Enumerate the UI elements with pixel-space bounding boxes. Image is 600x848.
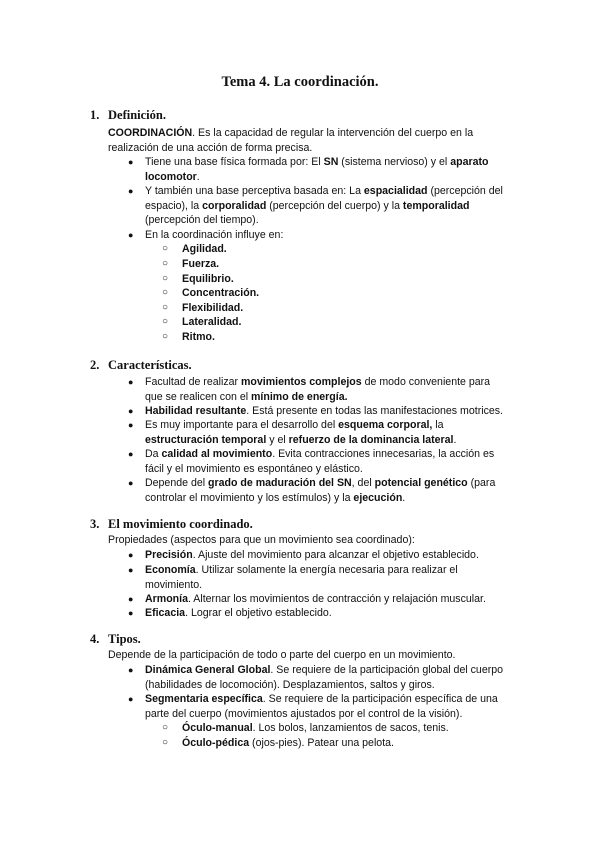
circle-bullet-icon: ○ [162,737,169,748]
list-item: ● Y también una base perceptiva basada en: La espacialidad (percepción del espacio), la corporalidad (percepción del cuerpo) y la temporalidad (percepción del tiempo). [128,185,503,226]
section-3-heading: 3. El movimiento coordinado. [90,517,253,531]
bullet-icon: ● [128,608,134,618]
list-item: ● Eficacia. Lograr el objetivo establecido. [128,607,332,619]
bullet-icon: ● [128,157,134,167]
list-item: ● Tiene una base física formada por: El SN (sistema nervioso) y el aparato locomotor. [128,156,489,183]
list-item: ● Habilidad resultante. Está presente en todas las manifestaciones motrices. [128,405,503,417]
list-item: ● Es muy importante para el desarrollo del esquema corporal, la estructuración temporal y el refuerzo de la dominancia lateral. [128,419,457,446]
circle-bullet-icon: ○ [162,722,169,733]
sub-list-item: ○ Óculo-manual. Los bolos, lanzamientos de sacos, tenis. [162,722,449,734]
list-item: ● Facultad de realizar movimientos complejos de modo conveniente para que se realicen con el mínimo de energía. [128,376,491,403]
list-item: ● En la coordinación influye en: [128,229,284,241]
circle-bullet-icon: ○ [162,287,169,298]
section-4-intro: Depende de la participación de todo o parte del cuerpo en un movimiento. [108,649,456,661]
section-4-heading: 4. Tipos. [90,632,141,646]
circle-bullet-icon: ○ [162,316,169,327]
bullet-icon: ● [128,694,134,704]
page-title: Tema 4. La coordinación. [221,74,379,90]
bullet-icon: ● [128,550,134,560]
definition-paragraph: COORDINACIÓN. Es la capacidad de regular la intervención del cuerpo en la realización de una acción de forma precisa. [108,127,474,154]
list-item: ● Precisión. Ajuste del movimiento para alcanzar el objetivo establecido. [128,549,479,561]
bullet-icon: ● [128,594,134,604]
circle-bullet-icon: ○ [162,243,169,254]
section-1-heading: 1. Definición. [90,108,166,122]
circle-bullet-icon: ○ [162,273,169,284]
sub-list-item: ○ Óculo-pédica (ojos-pies). Patear una pelota. [162,737,394,749]
sub-list-item: ○ Agilidad. [162,243,227,255]
list-item: ● Da calidad al movimiento. Evita contracciones innecesarias, la acción es fácil y el movimiento es espontáneo y elástico. [128,448,495,475]
list-item: ● Segmentaria específica. Se requiere de la participación específica de una parte del cuerpo (movimientos ajustados por el control de la visión). [128,693,498,720]
circle-bullet-icon: ○ [162,258,169,269]
sub-list-item: ○ Concentración. [162,287,260,299]
list-item: ● Dinámica General Global. Se requiere de la participación global del cuerpo (habilidades de locomoción). Desplazamientos, saltos y giros. [128,664,504,691]
bullet-icon: ● [128,665,134,675]
sub-list-item: ○ Flexibilidad. [162,302,244,314]
bullet-icon: ● [128,230,134,240]
sub-list-item: ○ Equilibrio. [162,273,234,285]
sub-list-item: ○ Ritmo. [162,331,215,343]
bullet-icon: ● [128,406,134,416]
bullet-icon: ● [128,377,134,387]
section-3-intro: Propiedades (aspectos para que un movimiento sea coordinado): [108,534,415,546]
sub-list-item: ○ Lateralidad. [162,316,242,328]
bullet-icon: ● [128,186,134,196]
circle-bullet-icon: ○ [162,331,169,342]
bullet-icon: ● [128,420,134,430]
list-item: ● Armonía. Alternar los movimientos de contracción y relajación muscular. [128,593,486,605]
circle-bullet-icon: ○ [162,302,169,313]
section-2-heading: 2. Características. [90,358,192,372]
bullet-icon: ● [128,449,134,459]
sub-list-item: ○ Fuerza. [162,258,220,270]
list-item: ● Economía. Utilizar solamente la energía necesaria para realizar el movimiento. [128,564,458,591]
list-item: ● Depende del grado de maduración del SN, del potencial genético (para controlar el movimiento y los estímulos) y la ejecución. [128,477,496,504]
bullet-icon: ● [128,565,134,575]
bullet-icon: ● [128,478,134,488]
